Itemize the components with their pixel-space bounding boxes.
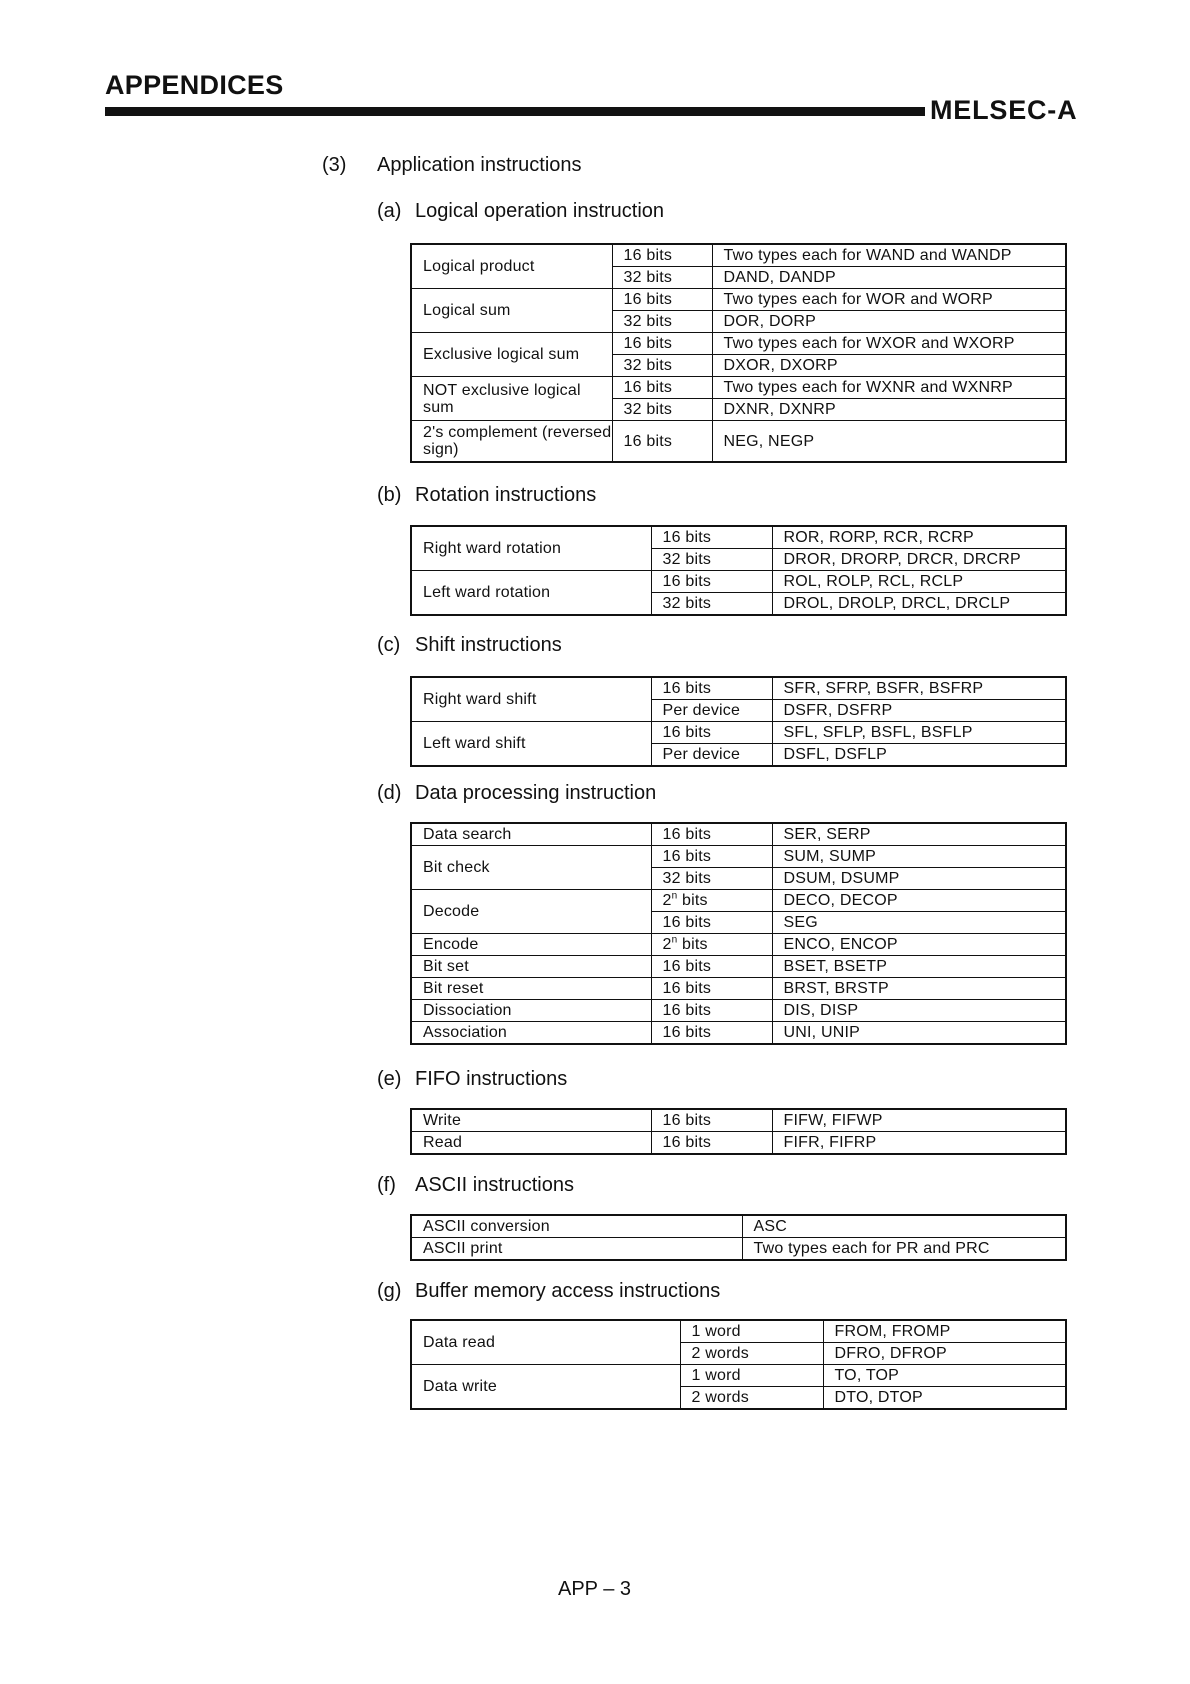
instruction-cell: SUM, SUMP	[772, 846, 1066, 868]
subsection-g-heading	[377, 1280, 720, 1303]
instruction-name-cell: Decode	[411, 890, 651, 934]
instruction-cell: DSFR, DSFRP	[772, 700, 1066, 722]
instruction-cell: SEG	[772, 912, 1066, 934]
bits-cell: 32 bits	[612, 267, 712, 289]
table-row	[411, 1215, 1066, 1238]
table-row	[411, 1365, 1066, 1387]
instruction-cell: DXNR, DXNRP	[712, 399, 1066, 421]
table-row	[411, 526, 1066, 549]
subsection-title: Data processing instruction	[415, 782, 657, 804]
bits-cell: 2 words	[680, 1387, 823, 1410]
table-row	[411, 1132, 1066, 1155]
subsection-label: (d)	[377, 782, 402, 804]
instruction-name-cell: Data search	[411, 823, 651, 846]
table-row	[411, 1022, 1066, 1045]
subsection-title: Logical operation instruction	[415, 200, 665, 222]
instruction-cell: UNI, UNIP	[772, 1022, 1066, 1045]
instruction-cell: FIFW, FIFWP	[772, 1109, 1066, 1132]
bits-cell: 16 bits	[651, 846, 772, 868]
bits-cell: 16 bits	[612, 244, 712, 267]
table-row	[411, 1238, 1066, 1261]
subsection-c-heading	[377, 634, 562, 657]
header-rule	[105, 107, 925, 116]
header-brand: MELSEC-A	[930, 95, 1078, 125]
bits-cell: 16 bits	[651, 722, 772, 744]
header-title: APPENDICES	[105, 70, 284, 100]
table-row	[411, 890, 1066, 912]
instruction-name-cell: ASCII print	[411, 1238, 742, 1261]
subsection-f-heading	[377, 1174, 574, 1197]
instruction-cell: DSFL, DSFLP	[772, 744, 1066, 767]
bits-cell: 16 bits	[651, 1000, 772, 1022]
instruction-cell: DTO, DTOP	[823, 1387, 1066, 1410]
instruction-name-cell: 2's complement (reversed sign)	[411, 421, 612, 463]
bits-cell: 16 bits	[612, 333, 712, 355]
bits-cell: 16 bits	[651, 1109, 772, 1132]
bits-cell: 16 bits	[612, 289, 712, 311]
bits-cell: 16 bits	[651, 978, 772, 1000]
subsection-title: Buffer memory access instructions	[415, 1280, 721, 1302]
table-row	[411, 823, 1066, 846]
instruction-cell: DIS, DISP	[772, 1000, 1066, 1022]
subsection-a-heading	[377, 200, 664, 223]
bits-cell: 16 bits	[651, 526, 772, 549]
table-row	[411, 421, 1066, 463]
bits-cell: 16 bits	[651, 912, 772, 934]
bits-cell: 16 bits	[651, 1022, 772, 1045]
instruction-name-cell: Bit set	[411, 956, 651, 978]
instruction-name-cell: NOT exclusive logical sum	[411, 377, 612, 421]
instruction-cell: FIFR, FIFRP	[772, 1132, 1066, 1155]
instruction-cell: Two types each for WXOR and WXORP	[712, 333, 1066, 355]
bits-cell: 2 words	[680, 1343, 823, 1365]
subsection-title: Shift instructions	[415, 634, 562, 656]
instruction-name-cell: Logical sum	[411, 289, 612, 333]
subsection-title: ASCII instructions	[415, 1174, 574, 1196]
bits-cell: 16 bits	[651, 677, 772, 700]
bits-cell: 16 bits	[651, 571, 772, 593]
fifo-table	[410, 1108, 1067, 1155]
subsection-label: (b)	[377, 484, 402, 506]
instruction-cell: ASC	[742, 1215, 1066, 1238]
instruction-cell: SFR, SFRP, BSFR, BSFRP	[772, 677, 1066, 700]
instruction-cell: ROL, ROLP, RCL, RCLP	[772, 571, 1066, 593]
instruction-name-cell: Data read	[411, 1320, 680, 1365]
bits-cell: 16 bits	[612, 377, 712, 399]
instruction-name-cell: Left ward rotation	[411, 571, 651, 616]
instruction-name-cell: Exclusive logical sum	[411, 333, 612, 377]
instruction-cell: DROR, DRORP, DRCR, DRCRP	[772, 549, 1066, 571]
instruction-cell: BRST, BRSTP	[772, 978, 1066, 1000]
table-row	[411, 1320, 1066, 1343]
subsection-label: (f)	[377, 1174, 396, 1196]
table-row	[411, 978, 1066, 1000]
instruction-cell: TO, TOP	[823, 1365, 1066, 1387]
table-row	[411, 1109, 1066, 1132]
instruction-cell: BSET, BSETP	[772, 956, 1066, 978]
instruction-cell: DECO, DECOP	[772, 890, 1066, 912]
instruction-name-cell: ASCII conversion	[411, 1215, 742, 1238]
instruction-cell: Two types each for WOR and WORP	[712, 289, 1066, 311]
bits-cell: 16 bits	[651, 823, 772, 846]
instruction-cell: ROR, RORP, RCR, RCRP	[772, 526, 1066, 549]
bits-cell: 32 bits	[651, 593, 772, 616]
section-title: Application instructions	[377, 154, 582, 176]
instruction-cell: DROL, DROLP, DRCL, DRCLP	[772, 593, 1066, 616]
bits-cell: 16 bits	[651, 1132, 772, 1155]
shift-table	[410, 676, 1067, 767]
instruction-cell: DOR, DORP	[712, 311, 1066, 333]
instruction-cell: ENCO, ENCOP	[772, 934, 1066, 956]
instruction-name-cell: Association	[411, 1022, 651, 1045]
instruction-name-cell: Bit reset	[411, 978, 651, 1000]
table-row	[411, 846, 1066, 868]
instruction-cell: SER, SERP	[772, 823, 1066, 846]
section-number: (3)	[322, 154, 347, 176]
bits-cell: Per device	[651, 744, 772, 767]
bits-cell: 2$^n$ bits	[651, 890, 772, 912]
subsection-d-heading	[377, 782, 656, 805]
instruction-cell: Two types each for WXNR and WXNRP	[712, 377, 1066, 399]
subsection-label: (g)	[377, 1280, 402, 1302]
table-row	[411, 289, 1066, 311]
table-row	[411, 722, 1066, 744]
instruction-name-cell: Data write	[411, 1365, 680, 1410]
bits-cell: 2$^n$ bits	[651, 934, 772, 956]
subsection-e-heading	[377, 1068, 567, 1091]
instruction-name-cell: Dissociation	[411, 1000, 651, 1022]
instruction-cell: Two types each for PR and PRC	[742, 1238, 1066, 1261]
subsection-title: FIFO instructions	[415, 1068, 568, 1090]
rotation-table	[410, 525, 1067, 616]
instruction-name-cell: Left ward shift	[411, 722, 651, 767]
data-processing-table	[410, 822, 1067, 1045]
instruction-name-cell: Bit check	[411, 846, 651, 890]
subsection-label: (a)	[377, 200, 402, 222]
bits-cell: 32 bits	[612, 355, 712, 377]
instruction-cell: DAND, DANDP	[712, 267, 1066, 289]
table-row	[411, 571, 1066, 593]
instruction-name-cell: Logical product	[411, 244, 612, 289]
subsection-label: (c)	[377, 634, 401, 656]
table-row	[411, 377, 1066, 399]
instruction-cell: Two types each for WAND and WANDP	[712, 244, 1066, 267]
instruction-cell: SFL, SFLP, BSFL, BSFLP	[772, 722, 1066, 744]
table-row	[411, 1000, 1066, 1022]
instruction-name-cell: Write	[411, 1109, 651, 1132]
instruction-name-cell: Encode	[411, 934, 651, 956]
instruction-name-cell: Right ward rotation	[411, 526, 651, 571]
table-row	[411, 934, 1066, 956]
table-row	[411, 333, 1066, 355]
instruction-cell: DXOR, DXORP	[712, 355, 1066, 377]
table-row	[411, 244, 1066, 267]
instruction-cell: DFRO, DFROP	[823, 1343, 1066, 1365]
logical-operation-table	[410, 243, 1067, 463]
instruction-name-cell: Read	[411, 1132, 651, 1155]
bits-cell: 1 word	[680, 1320, 823, 1343]
bits-cell: 32 bits	[612, 311, 712, 333]
subsection-b-heading	[377, 484, 596, 507]
bits-cell: 16 bits	[651, 956, 772, 978]
subsection-label: (e)	[377, 1068, 402, 1090]
table-row	[411, 956, 1066, 978]
bits-cell: 16 bits	[612, 421, 712, 463]
bits-cell: Per device	[651, 700, 772, 722]
bits-cell: 32 bits	[612, 399, 712, 421]
instruction-name-cell: Right ward shift	[411, 677, 651, 722]
bits-cell: 32 bits	[651, 549, 772, 571]
instruction-cell: FROM, FROMP	[823, 1320, 1066, 1343]
buffer-memory-table	[410, 1319, 1067, 1410]
instruction-cell: DSUM, DSUMP	[772, 868, 1066, 890]
instruction-cell: NEG, NEGP	[712, 421, 1066, 463]
bits-cell: 32 bits	[651, 868, 772, 890]
ascii-table	[410, 1214, 1067, 1261]
bits-cell: 1 word	[680, 1365, 823, 1387]
page-number: APP – 3	[558, 1578, 632, 1600]
table-row	[411, 677, 1066, 700]
subsection-title: Rotation instructions	[415, 484, 597, 506]
